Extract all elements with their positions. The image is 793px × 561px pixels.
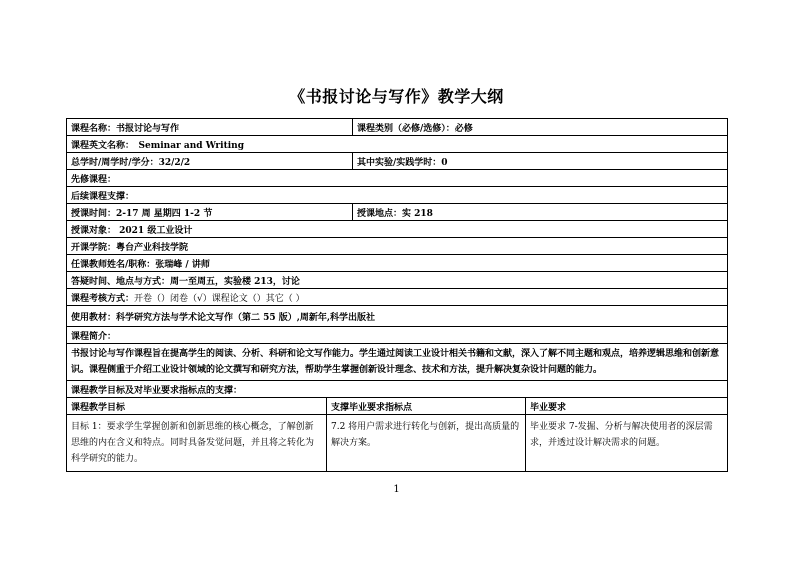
- assessment-cell: [67, 289, 728, 306]
- assessment-label: 课程考核方式：: [71, 293, 135, 304]
- prerequisite-cell: 先修课程：: [67, 170, 728, 187]
- indicator-cell: 7.2 将用户需求进行转化与创新，提出高质量的解决方案。: [327, 415, 526, 472]
- table-row: [67, 398, 728, 415]
- table-row: [67, 255, 728, 272]
- goal-cell: 目标 1：要求学生掌握创新和创新思维的核心概念，了解创新思维的内在含义和特点。同时具备发觉问题，并且将之转化为科学研究的能力。: [67, 415, 327, 472]
- syllabus-table: [66, 118, 728, 472]
- table-row: [67, 221, 728, 238]
- followup-cell: 后续课程支撑：: [67, 187, 728, 204]
- table-row: [67, 204, 728, 221]
- teacher-cell: 任课教师姓名/职称：张瑞峰 / 讲师: [67, 255, 728, 272]
- time-cell: 授课时间：2-17 周 星期四 1-2 节: [67, 204, 353, 221]
- goals-header-cell: 课程教学目标及对毕业要求指标点的支撑：: [67, 381, 728, 398]
- hours-cell: 总学时/周学时/学分：32/2/2: [67, 153, 353, 170]
- document-title: 《书报讨论与写作》教学大纲: [289, 87, 504, 106]
- course-type-cell: 课程类别（必修/选修）：必修: [353, 119, 728, 136]
- table-row: [67, 344, 728, 381]
- requirement-cell: 毕业要求 7-发掘、分析与解决使用者的深层需求，并透过设计解决需求的问题。: [526, 415, 728, 472]
- lab-hours-cell: 其中实验/实践学时：0: [353, 153, 728, 170]
- course-name-cell: 课程名称：书报讨论与写作: [67, 119, 353, 136]
- college-cell: 开课学院：粤台产业科技学院: [67, 238, 728, 255]
- intro-text-cell: 书报讨论与写作课程旨在提高学生的阅读、分析、科研和论文写作能力。学生通过阅读工业设计相关书籍和文献，深入了解不同主题和观点，培养逻辑思维和创新意识。课程侧重于介绍工业设计领域的论文撰写和研究方法，帮助学生掌握创新设计理念、技术和方法，提升解决复杂设计问题的能力。: [67, 344, 728, 381]
- table-row: [67, 381, 728, 398]
- table-row: [67, 136, 728, 153]
- office-hours-cell: 答疑时间、地点与方式：周一至周五，实验楼 213，讨论: [67, 272, 728, 289]
- table-row: [67, 272, 728, 289]
- table-row: [67, 306, 728, 327]
- assessment-options: 开卷（）闭卷（√）课程论文（）其它（ ）: [134, 293, 305, 304]
- goals-col-header: 课程教学目标: [67, 398, 327, 415]
- table-row: [67, 170, 728, 187]
- table-row: [67, 415, 728, 472]
- table-row: [67, 119, 728, 136]
- textbook-cell: 使用教材：科学研究方法与学术论文写作（第二 55 版）,周新年,科学出版社: [67, 306, 728, 327]
- page-number: 1: [393, 484, 400, 495]
- table-row: [67, 187, 728, 204]
- table-row: [67, 327, 728, 344]
- indicator-col-header: 支撑毕业要求指标点: [327, 398, 526, 415]
- requirement-col-header: 毕业要求: [526, 398, 728, 415]
- target-cell: 授课对象： 2021 级工业设计: [67, 221, 728, 238]
- intro-label-cell: 课程简介：: [67, 327, 728, 344]
- location-cell: 授课地点：实 218: [353, 204, 728, 221]
- table-row: [67, 153, 728, 170]
- english-name-cell: 课程英文名称： Seminar and Writing: [67, 136, 728, 153]
- table-row: [67, 289, 728, 306]
- table-row: [67, 238, 728, 255]
